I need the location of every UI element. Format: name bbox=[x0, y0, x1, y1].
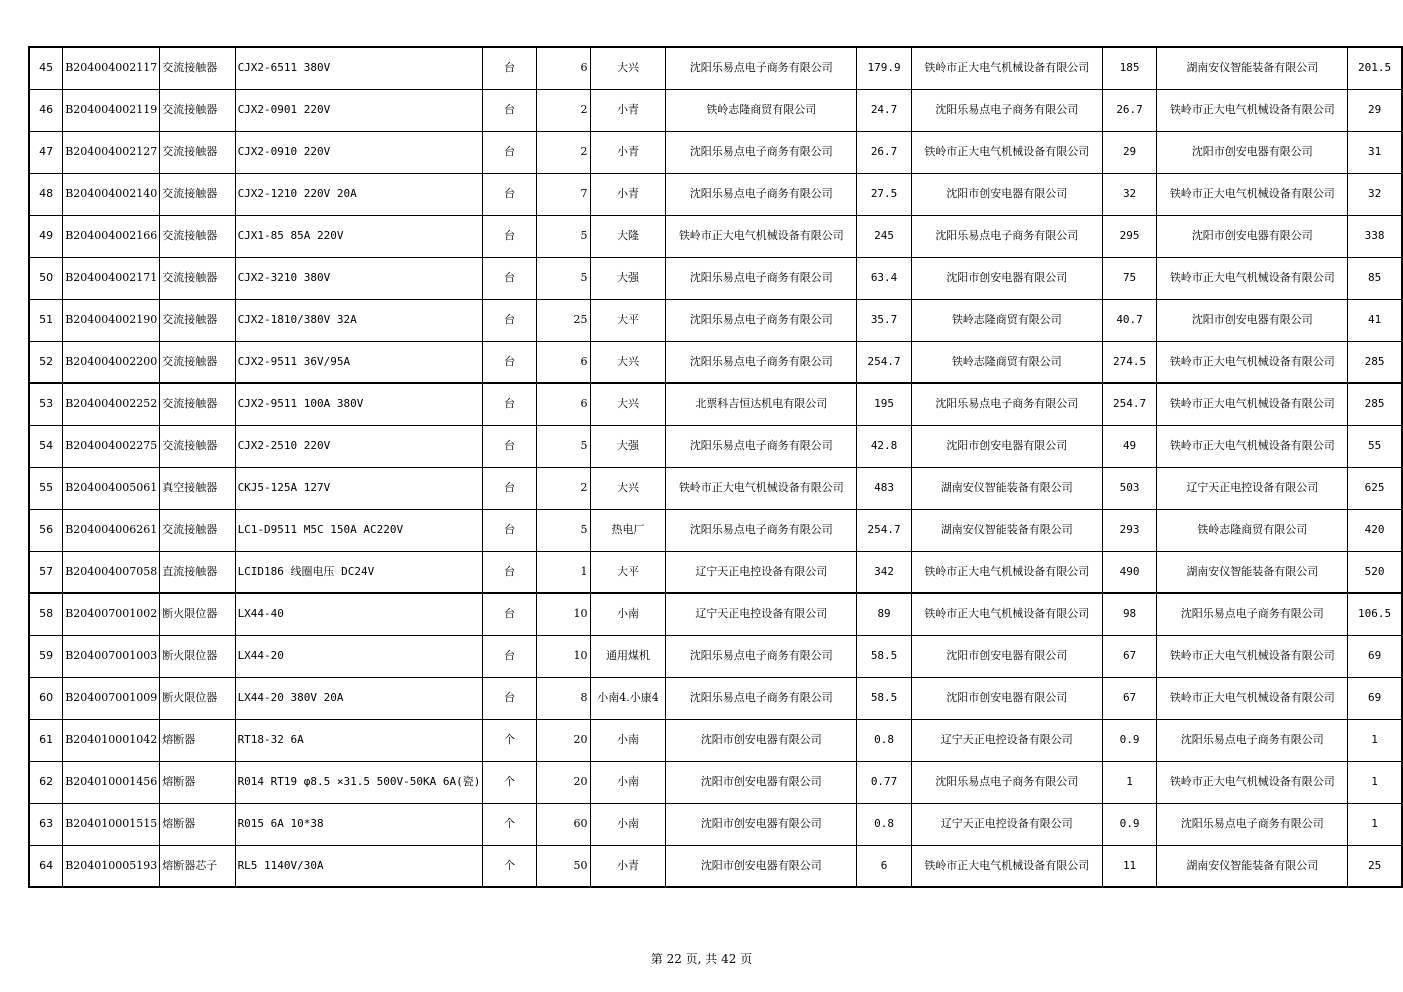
using-unit-cell: 大隆 bbox=[590, 215, 666, 257]
price-2-cell: 26.7 bbox=[1102, 89, 1157, 131]
using-unit-cell: 小南4.小康4 bbox=[590, 677, 666, 719]
unit-cell: 个 bbox=[483, 803, 536, 845]
price-1-cell: 483 bbox=[857, 467, 912, 509]
material-code-cell: B204004005061 bbox=[63, 467, 160, 509]
quantity-cell: 50 bbox=[536, 845, 590, 887]
supplier-3-cell: 铁岭市正大电气机械设备有限公司 bbox=[1157, 173, 1348, 215]
supplier-3-cell: 沈阳乐易点电子商务有限公司 bbox=[1157, 719, 1348, 761]
supplier-1-cell: 沈阳乐易点电子商务有限公司 bbox=[666, 299, 857, 341]
supplier-2-cell: 铁岭市正大电气机械设备有限公司 bbox=[911, 131, 1102, 173]
material-code-cell: B204004002140 bbox=[63, 173, 160, 215]
using-unit-cell: 大兴 bbox=[590, 47, 666, 89]
price-2-cell: 295 bbox=[1102, 215, 1157, 257]
supplier-3-cell: 沈阳乐易点电子商务有限公司 bbox=[1157, 593, 1348, 635]
unit-cell: 个 bbox=[483, 845, 536, 887]
page-footer: 第 22 页, 共 42 页 bbox=[650, 952, 753, 966]
material-spec-cell: CJX2-6511 380V bbox=[235, 47, 483, 89]
price-1-cell: 89 bbox=[857, 593, 912, 635]
supplier-1-cell: 沈阳乐易点电子商务有限公司 bbox=[666, 425, 857, 467]
quantity-cell: 6 bbox=[536, 383, 590, 425]
material-code-cell: B204007001003 bbox=[63, 635, 160, 677]
supplier-1-cell: 沈阳乐易点电子商务有限公司 bbox=[666, 173, 857, 215]
supplier-2-cell: 沈阳乐易点电子商务有限公司 bbox=[911, 215, 1102, 257]
material-spec-cell: RL5 1140V/30A bbox=[235, 845, 483, 887]
material-name-cell: 交流接触器 bbox=[160, 341, 235, 383]
row-number-cell: 46 bbox=[29, 89, 63, 131]
price-1-cell: 254.7 bbox=[857, 341, 912, 383]
unit-cell: 台 bbox=[483, 131, 536, 173]
material-name-cell: 交流接触器 bbox=[160, 383, 235, 425]
supplier-3-cell: 铁岭市正大电气机械设备有限公司 bbox=[1157, 383, 1348, 425]
supplier-2-cell: 辽宁天正电控设备有限公司 bbox=[911, 803, 1102, 845]
price-2-cell: 490 bbox=[1102, 551, 1157, 593]
table-row bbox=[29, 635, 1402, 677]
material-name-cell: 熔断器芯子 bbox=[160, 845, 235, 887]
row-number-cell: 63 bbox=[29, 803, 63, 845]
material-name-cell: 熔断器 bbox=[160, 719, 235, 761]
material-code-cell: B204004002171 bbox=[63, 257, 160, 299]
material-code-cell: B204004002117 bbox=[63, 47, 160, 89]
supplier-2-cell: 铁岭市正大电气机械设备有限公司 bbox=[911, 47, 1102, 89]
material-code-cell: B204004007058 bbox=[63, 551, 160, 593]
table-row bbox=[29, 593, 1402, 635]
price-2-cell: 293 bbox=[1102, 509, 1157, 551]
supplier-2-cell: 铁岭市正大电气机械设备有限公司 bbox=[911, 551, 1102, 593]
material-code-cell: B204010001042 bbox=[63, 719, 160, 761]
supplier-3-cell: 沈阳乐易点电子商务有限公司 bbox=[1157, 803, 1348, 845]
quantity-cell: 10 bbox=[536, 635, 590, 677]
row-number-cell: 64 bbox=[29, 845, 63, 887]
supplier-2-cell: 铁岭志隆商贸有限公司 bbox=[911, 341, 1102, 383]
using-unit-cell: 小南 bbox=[590, 593, 666, 635]
price-3-cell: 41 bbox=[1348, 299, 1402, 341]
material-code-cell: B204004006261 bbox=[63, 509, 160, 551]
price-3-cell: 1 bbox=[1348, 803, 1402, 845]
material-code-cell: B204004002190 bbox=[63, 299, 160, 341]
material-spec-cell: R014 RT19 φ8.5 ×31.5 500V-50KA 6A(瓷) bbox=[235, 761, 483, 803]
unit-cell: 个 bbox=[483, 761, 536, 803]
material-name-cell: 交流接触器 bbox=[160, 131, 235, 173]
supplier-2-cell: 湖南安仪智能装备有限公司 bbox=[911, 467, 1102, 509]
row-number-cell: 56 bbox=[29, 509, 63, 551]
price-3-cell: 29 bbox=[1348, 89, 1402, 131]
material-name-cell: 断火限位器 bbox=[160, 677, 235, 719]
material-spec-cell: CKJ5-125A 127V bbox=[235, 467, 483, 509]
table-row bbox=[29, 131, 1402, 173]
supplier-2-cell: 沈阳市创安电器有限公司 bbox=[911, 173, 1102, 215]
supplier-3-cell: 铁岭市正大电气机械设备有限公司 bbox=[1157, 677, 1348, 719]
quantity-cell: 6 bbox=[536, 341, 590, 383]
unit-cell: 台 bbox=[483, 257, 536, 299]
quantity-cell: 20 bbox=[536, 719, 590, 761]
price-1-cell: 58.5 bbox=[857, 635, 912, 677]
price-3-cell: 285 bbox=[1348, 383, 1402, 425]
quantity-cell: 6 bbox=[536, 47, 590, 89]
row-number-cell: 47 bbox=[29, 131, 63, 173]
price-3-cell: 69 bbox=[1348, 635, 1402, 677]
unit-cell: 台 bbox=[483, 215, 536, 257]
material-spec-cell: LX44-20 bbox=[235, 635, 483, 677]
using-unit-cell: 大强 bbox=[590, 425, 666, 467]
material-name-cell: 断火限位器 bbox=[160, 593, 235, 635]
table-row bbox=[29, 509, 1402, 551]
unit-cell: 台 bbox=[483, 467, 536, 509]
quantity-cell: 60 bbox=[536, 803, 590, 845]
unit-cell: 台 bbox=[483, 509, 536, 551]
row-number-cell: 48 bbox=[29, 173, 63, 215]
price-1-cell: 63.4 bbox=[857, 257, 912, 299]
material-name-cell: 交流接触器 bbox=[160, 257, 235, 299]
supplier-2-cell: 铁岭市正大电气机械设备有限公司 bbox=[911, 593, 1102, 635]
material-code-cell: B204004002200 bbox=[63, 341, 160, 383]
row-number-cell: 45 bbox=[29, 47, 63, 89]
material-code-cell: B204004002275 bbox=[63, 425, 160, 467]
material-code-cell: B204004002127 bbox=[63, 131, 160, 173]
price-3-cell: 1 bbox=[1348, 719, 1402, 761]
table-row bbox=[29, 341, 1402, 383]
price-3-cell: 285 bbox=[1348, 341, 1402, 383]
using-unit-cell: 小青 bbox=[590, 131, 666, 173]
material-spec-cell: CJX2-9511 36V/95A bbox=[235, 341, 483, 383]
material-spec-cell: CJX2-1210 220V 20A bbox=[235, 173, 483, 215]
material-code-cell: B204010001456 bbox=[63, 761, 160, 803]
price-1-cell: 254.7 bbox=[857, 509, 912, 551]
row-number-cell: 57 bbox=[29, 551, 63, 593]
table-row bbox=[29, 257, 1402, 299]
price-2-cell: 29 bbox=[1102, 131, 1157, 173]
material-spec-cell: CJX2-2510 220V bbox=[235, 425, 483, 467]
table-row bbox=[29, 215, 1402, 257]
row-number-cell: 54 bbox=[29, 425, 63, 467]
table-row bbox=[29, 761, 1402, 803]
quantity-cell: 5 bbox=[536, 509, 590, 551]
table-row bbox=[29, 551, 1402, 593]
price-2-cell: 274.5 bbox=[1102, 341, 1157, 383]
quantity-cell: 2 bbox=[536, 131, 590, 173]
table-row bbox=[29, 89, 1402, 131]
price-1-cell: 35.7 bbox=[857, 299, 912, 341]
quantity-cell: 1 bbox=[536, 551, 590, 593]
supplier-1-cell: 沈阳市创安电器有限公司 bbox=[666, 845, 857, 887]
price-3-cell: 69 bbox=[1348, 677, 1402, 719]
row-number-cell: 51 bbox=[29, 299, 63, 341]
supplier-1-cell: 铁岭市正大电气机械设备有限公司 bbox=[666, 467, 857, 509]
price-3-cell: 520 bbox=[1348, 551, 1402, 593]
unit-cell: 台 bbox=[483, 593, 536, 635]
supplier-3-cell: 沈阳市创安电器有限公司 bbox=[1157, 215, 1348, 257]
supplier-3-cell: 铁岭市正大电气机械设备有限公司 bbox=[1157, 257, 1348, 299]
material-spec-cell: CJX2-1810/380V 32A bbox=[235, 299, 483, 341]
table-row bbox=[29, 803, 1402, 845]
price-1-cell: 58.5 bbox=[857, 677, 912, 719]
supplier-2-cell: 沈阳市创安电器有限公司 bbox=[911, 257, 1102, 299]
unit-cell: 台 bbox=[483, 299, 536, 341]
price-2-cell: 0.9 bbox=[1102, 719, 1157, 761]
supplier-1-cell: 沈阳乐易点电子商务有限公司 bbox=[666, 509, 857, 551]
using-unit-cell: 小南 bbox=[590, 719, 666, 761]
material-spec-cell: LCID186 线圈电压 DC24V bbox=[235, 551, 483, 593]
supplier-2-cell: 铁岭志隆商贸有限公司 bbox=[911, 299, 1102, 341]
row-number-cell: 59 bbox=[29, 635, 63, 677]
supplier-1-cell: 铁岭志隆商贸有限公司 bbox=[666, 89, 857, 131]
supplier-3-cell: 铁岭市正大电气机械设备有限公司 bbox=[1157, 761, 1348, 803]
price-1-cell: 0.77 bbox=[857, 761, 912, 803]
supplier-3-cell: 铁岭市正大电气机械设备有限公司 bbox=[1157, 89, 1348, 131]
supplier-3-cell: 铁岭市正大电气机械设备有限公司 bbox=[1157, 635, 1348, 677]
table-row bbox=[29, 299, 1402, 341]
material-name-cell: 交流接触器 bbox=[160, 425, 235, 467]
supplier-2-cell: 沈阳乐易点电子商务有限公司 bbox=[911, 89, 1102, 131]
material-code-cell: B204010001515 bbox=[63, 803, 160, 845]
material-code-cell: B204007001002 bbox=[63, 593, 160, 635]
material-spec-cell: CJX2-3210 380V bbox=[235, 257, 483, 299]
unit-cell: 台 bbox=[483, 383, 536, 425]
row-number-cell: 49 bbox=[29, 215, 63, 257]
price-3-cell: 1 bbox=[1348, 761, 1402, 803]
using-unit-cell: 大平 bbox=[590, 299, 666, 341]
material-spec-cell: LC1-D9511 M5C 150A AC220V bbox=[235, 509, 483, 551]
using-unit-cell: 大强 bbox=[590, 257, 666, 299]
price-1-cell: 24.7 bbox=[857, 89, 912, 131]
price-1-cell: 0.8 bbox=[857, 803, 912, 845]
price-3-cell: 625 bbox=[1348, 467, 1402, 509]
quantity-cell: 25 bbox=[536, 299, 590, 341]
price-3-cell: 338 bbox=[1348, 215, 1402, 257]
quantity-cell: 20 bbox=[536, 761, 590, 803]
using-unit-cell: 大兴 bbox=[590, 383, 666, 425]
using-unit-cell: 小青 bbox=[590, 845, 666, 887]
supplier-1-cell: 沈阳市创安电器有限公司 bbox=[666, 803, 857, 845]
quantity-cell: 2 bbox=[536, 89, 590, 131]
price-1-cell: 195 bbox=[857, 383, 912, 425]
material-code-cell: B204010005193 bbox=[63, 845, 160, 887]
material-spec-cell: CJX2-9511 100A 380V bbox=[235, 383, 483, 425]
material-name-cell: 熔断器 bbox=[160, 761, 235, 803]
price-3-cell: 32 bbox=[1348, 173, 1402, 215]
supplier-1-cell: 辽宁天正电控设备有限公司 bbox=[666, 593, 857, 635]
price-2-cell: 32 bbox=[1102, 173, 1157, 215]
price-2-cell: 49 bbox=[1102, 425, 1157, 467]
supplier-3-cell: 辽宁天正电控设备有限公司 bbox=[1157, 467, 1348, 509]
price-2-cell: 67 bbox=[1102, 677, 1157, 719]
using-unit-cell: 小青 bbox=[590, 89, 666, 131]
supplier-1-cell: 铁岭市正大电气机械设备有限公司 bbox=[666, 215, 857, 257]
row-number-cell: 62 bbox=[29, 761, 63, 803]
using-unit-cell: 热电厂 bbox=[590, 509, 666, 551]
material-spec-cell: CJX1-85 85A 220V bbox=[235, 215, 483, 257]
material-code-cell: B204004002119 bbox=[63, 89, 160, 131]
supplier-1-cell: 沈阳乐易点电子商务有限公司 bbox=[666, 635, 857, 677]
row-number-cell: 58 bbox=[29, 593, 63, 635]
price-3-cell: 55 bbox=[1348, 425, 1402, 467]
table-row bbox=[29, 47, 1402, 89]
price-2-cell: 75 bbox=[1102, 257, 1157, 299]
supplier-2-cell: 沈阳市创安电器有限公司 bbox=[911, 425, 1102, 467]
supplier-3-cell: 铁岭市正大电气机械设备有限公司 bbox=[1157, 341, 1348, 383]
price-2-cell: 503 bbox=[1102, 467, 1157, 509]
supplier-1-cell: 沈阳乐易点电子商务有限公司 bbox=[666, 677, 857, 719]
using-unit-cell: 大平 bbox=[590, 551, 666, 593]
supplier-2-cell: 沈阳市创安电器有限公司 bbox=[911, 635, 1102, 677]
price-2-cell: 40.7 bbox=[1102, 299, 1157, 341]
material-name-cell: 交流接触器 bbox=[160, 299, 235, 341]
using-unit-cell: 大兴 bbox=[590, 341, 666, 383]
supplier-2-cell: 沈阳市创安电器有限公司 bbox=[911, 677, 1102, 719]
supplier-3-cell: 沈阳市创安电器有限公司 bbox=[1157, 299, 1348, 341]
unit-cell: 台 bbox=[483, 551, 536, 593]
price-1-cell: 6 bbox=[857, 845, 912, 887]
supplier-1-cell: 沈阳乐易点电子商务有限公司 bbox=[666, 47, 857, 89]
price-1-cell: 42.8 bbox=[857, 425, 912, 467]
table-row bbox=[29, 467, 1402, 509]
supplier-3-cell: 湖南安仪智能装备有限公司 bbox=[1157, 551, 1348, 593]
supplier-1-cell: 沈阳市创安电器有限公司 bbox=[666, 719, 857, 761]
unit-cell: 台 bbox=[483, 677, 536, 719]
price-3-cell: 85 bbox=[1348, 257, 1402, 299]
material-name-cell: 熔断器 bbox=[160, 803, 235, 845]
row-number-cell: 60 bbox=[29, 677, 63, 719]
quantity-cell: 7 bbox=[536, 173, 590, 215]
price-2-cell: 1 bbox=[1102, 761, 1157, 803]
row-number-cell: 52 bbox=[29, 341, 63, 383]
material-spec-cell: LX44-20 380V 20A bbox=[235, 677, 483, 719]
table-row bbox=[29, 425, 1402, 467]
material-name-cell: 断火限位器 bbox=[160, 635, 235, 677]
supplier-1-cell: 辽宁天正电控设备有限公司 bbox=[666, 551, 857, 593]
material-code-cell: B204004002166 bbox=[63, 215, 160, 257]
price-3-cell: 106.5 bbox=[1348, 593, 1402, 635]
material-spec-cell: LX44-40 bbox=[235, 593, 483, 635]
quantity-cell: 10 bbox=[536, 593, 590, 635]
material-spec-cell: CJX2-0910 220V bbox=[235, 131, 483, 173]
using-unit-cell: 通用煤机 bbox=[590, 635, 666, 677]
unit-cell: 台 bbox=[483, 425, 536, 467]
using-unit-cell: 小南 bbox=[590, 761, 666, 803]
quantity-cell: 8 bbox=[536, 677, 590, 719]
supplier-3-cell: 铁岭市正大电气机械设备有限公司 bbox=[1157, 425, 1348, 467]
table-row bbox=[29, 173, 1402, 215]
supplier-2-cell: 湖南安仪智能装备有限公司 bbox=[911, 509, 1102, 551]
price-3-cell: 25 bbox=[1348, 845, 1402, 887]
price-2-cell: 254.7 bbox=[1102, 383, 1157, 425]
quantity-cell: 5 bbox=[536, 215, 590, 257]
price-2-cell: 185 bbox=[1102, 47, 1157, 89]
price-2-cell: 98 bbox=[1102, 593, 1157, 635]
price-3-cell: 31 bbox=[1348, 131, 1402, 173]
unit-cell: 台 bbox=[483, 47, 536, 89]
unit-cell: 台 bbox=[483, 89, 536, 131]
table-row bbox=[29, 383, 1402, 425]
price-1-cell: 0.8 bbox=[857, 719, 912, 761]
quotation-table bbox=[28, 46, 1403, 888]
supplier-2-cell: 辽宁天正电控设备有限公司 bbox=[911, 719, 1102, 761]
price-2-cell: 67 bbox=[1102, 635, 1157, 677]
supplier-2-cell: 沈阳乐易点电子商务有限公司 bbox=[911, 761, 1102, 803]
supplier-3-cell: 湖南安仪智能装备有限公司 bbox=[1157, 845, 1348, 887]
supplier-1-cell: 沈阳乐易点电子商务有限公司 bbox=[666, 341, 857, 383]
material-code-cell: B204007001009 bbox=[63, 677, 160, 719]
price-3-cell: 420 bbox=[1348, 509, 1402, 551]
row-number-cell: 61 bbox=[29, 719, 63, 761]
price-2-cell: 0.9 bbox=[1102, 803, 1157, 845]
price-1-cell: 27.5 bbox=[857, 173, 912, 215]
price-1-cell: 26.7 bbox=[857, 131, 912, 173]
material-name-cell: 交流接触器 bbox=[160, 89, 235, 131]
material-name-cell: 真空接触器 bbox=[160, 467, 235, 509]
supplier-1-cell: 沈阳乐易点电子商务有限公司 bbox=[666, 257, 857, 299]
table-row bbox=[29, 845, 1402, 887]
supplier-1-cell: 沈阳市创安电器有限公司 bbox=[666, 761, 857, 803]
supplier-1-cell: 北票科吉恒达机电有限公司 bbox=[666, 383, 857, 425]
material-code-cell: B204004002252 bbox=[63, 383, 160, 425]
supplier-3-cell: 沈阳市创安电器有限公司 bbox=[1157, 131, 1348, 173]
row-number-cell: 55 bbox=[29, 467, 63, 509]
row-number-cell: 50 bbox=[29, 257, 63, 299]
price-2-cell: 11 bbox=[1102, 845, 1157, 887]
price-1-cell: 342 bbox=[857, 551, 912, 593]
price-3-cell: 201.5 bbox=[1348, 47, 1402, 89]
table-row bbox=[29, 719, 1402, 761]
material-name-cell: 直流接触器 bbox=[160, 551, 235, 593]
supplier-3-cell: 铁岭志隆商贸有限公司 bbox=[1157, 509, 1348, 551]
material-name-cell: 交流接触器 bbox=[160, 173, 235, 215]
material-spec-cell: R015 6A 10*38 bbox=[235, 803, 483, 845]
price-1-cell: 245 bbox=[857, 215, 912, 257]
quantity-cell: 5 bbox=[536, 425, 590, 467]
price-1-cell: 179.9 bbox=[857, 47, 912, 89]
quantity-cell: 2 bbox=[536, 467, 590, 509]
unit-cell: 台 bbox=[483, 635, 536, 677]
supplier-1-cell: 沈阳乐易点电子商务有限公司 bbox=[666, 131, 857, 173]
unit-cell: 台 bbox=[483, 173, 536, 215]
using-unit-cell: 大兴 bbox=[590, 467, 666, 509]
unit-cell: 个 bbox=[483, 719, 536, 761]
unit-cell: 台 bbox=[483, 341, 536, 383]
table-row bbox=[29, 677, 1402, 719]
supplier-2-cell: 沈阳乐易点电子商务有限公司 bbox=[911, 383, 1102, 425]
using-unit-cell: 小南 bbox=[590, 803, 666, 845]
row-number-cell: 53 bbox=[29, 383, 63, 425]
material-spec-cell: CJX2-0901 220V bbox=[235, 89, 483, 131]
using-unit-cell: 小青 bbox=[590, 173, 666, 215]
material-name-cell: 交流接触器 bbox=[160, 215, 235, 257]
quantity-cell: 5 bbox=[536, 257, 590, 299]
supplier-3-cell: 湖南安仪智能装备有限公司 bbox=[1157, 47, 1348, 89]
material-name-cell: 交流接触器 bbox=[160, 509, 235, 551]
material-spec-cell: RT18-32 6A bbox=[235, 719, 483, 761]
material-name-cell: 交流接触器 bbox=[160, 47, 235, 89]
supplier-2-cell: 铁岭市正大电气机械设备有限公司 bbox=[911, 845, 1102, 887]
